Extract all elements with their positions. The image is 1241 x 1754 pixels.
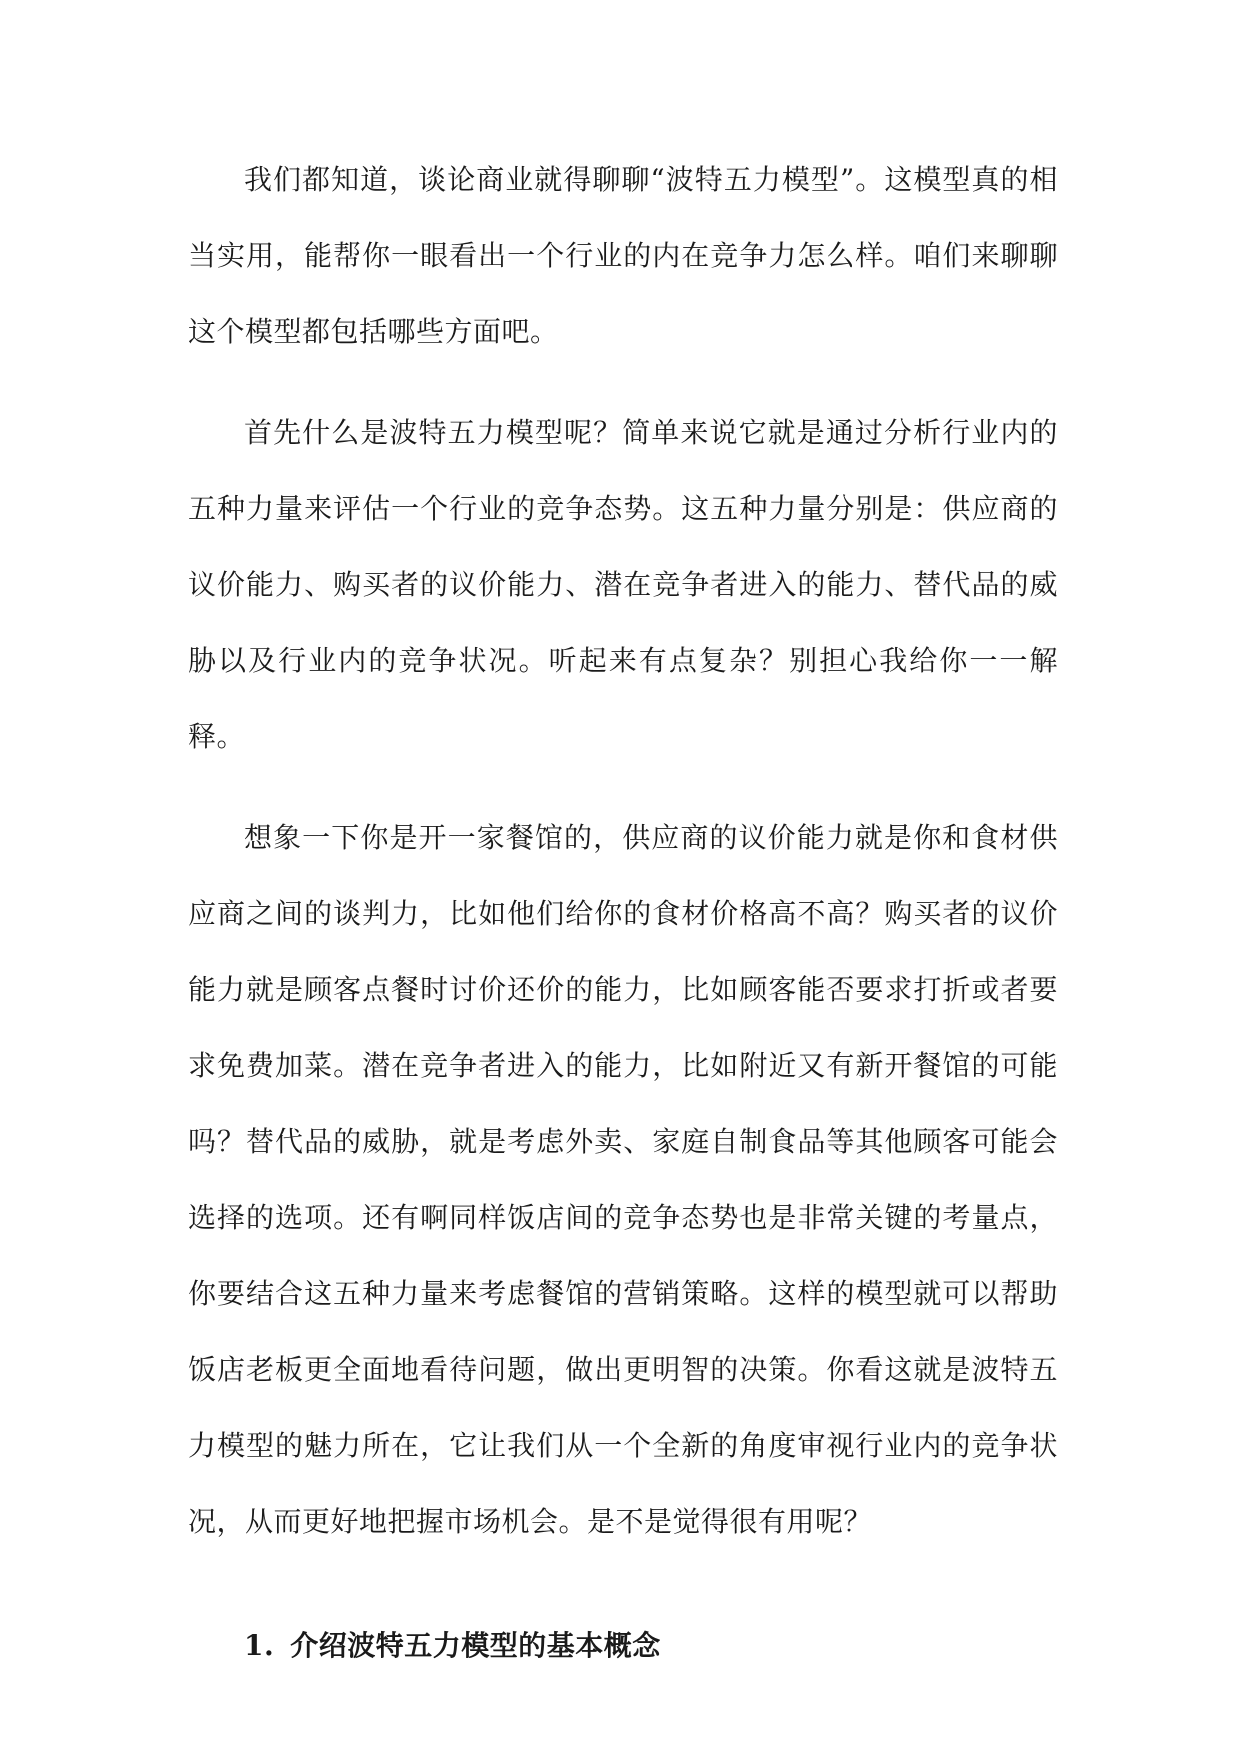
paragraph-intro: 我们都知道，谈论商业就得聊聊“波特五力模型”。这模型真的相当实用，能帮你一眼看出一个行业的内在竞争力怎么样。咱们来聊聊这个模型都包括哪些方面吧。 <box>188 163 1058 348</box>
section-heading-title: 介绍波特五力模型的基本概念 <box>290 1629 661 1662</box>
section-heading <box>188 1608 1058 1684</box>
paragraph-definition: 首先什么是波特五力模型呢？简单来说它就是通过分析行业内的五种力量来评估一个行业的竞争态势。这五种力量分别是：供应商的议价能力、购买者的议价能力、潜在竞争者进入的能力、替代品的威胁以及行业内的竞争状况。听起来有点复杂？别担心我给你一一解释。 <box>188 416 1058 753</box>
paragraph-restaurant-example: 想象一下你是开一家餐馆的，供应商的议价能力就是你和食材供应商之间的谈判力，比如他们给你的食材价格高不高？购买者的议价能力就是顾客点餐时讨价还价的能力，比如顾客能否要求打折或者要求免费加菜。潜在竞争者进入的能力，比如附近又有新开餐馆的可能吗？替代品的威胁，就是考虑外卖、家庭自制食品等其他顾客可能会选择的选项。还有啊同样饭店间的竞争态势也是非常关键的考量点，你要结合这五种力量来考虑餐馆的营销策略。这样的模型就可以帮助饭店老板更全面地看待问题，做出更明智的决策。你看这就是波特五力模型的魅力所在，它让我们从一个全新的角度审视行业内的竞争状况，从而更好地把握市场机会。是不是觉得很有用呢？ <box>188 821 1058 1538</box>
document-body <box>188 142 1058 1684</box>
section-heading-number: 1. <box>244 1629 275 1662</box>
